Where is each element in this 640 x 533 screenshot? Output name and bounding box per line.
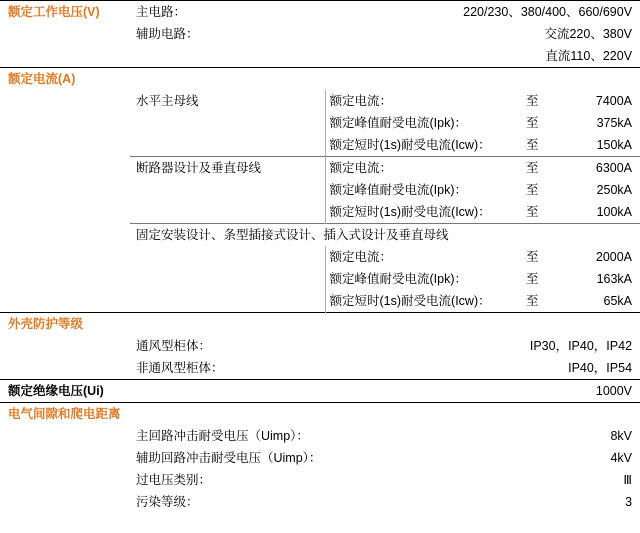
spacer-cell: [130, 403, 325, 426]
spacer-cell: [130, 268, 325, 290]
table-row: [0, 403, 640, 426]
row-label: 辅助回路冲击耐受电压（Uimp）：: [136, 451, 322, 465]
spacer-cell: [130, 290, 325, 313]
row-qualifier: 至: [526, 205, 539, 219]
section-title: 额定绝缘电压(Ui): [0, 380, 130, 403]
spacer-cell: [325, 68, 520, 91]
section-title: 额定电流(A): [0, 68, 130, 91]
spacer-cell: [560, 68, 640, 91]
row-label: 额定短时(1s)耐受电流(Icw)：: [325, 290, 520, 313]
row-label: 非通风型柜体：: [136, 361, 224, 375]
table-row: [0, 90, 640, 112]
spacer-cell: [0, 90, 130, 112]
spacer-cell: [0, 23, 130, 45]
spacer-cell: [0, 201, 130, 224]
group-label: 固定安装设计、条型插接式设计、插入式设计及垂直母线: [130, 224, 640, 247]
row-qualifier: 至: [520, 157, 560, 180]
row-label: 额定短时(1s)耐受电流(Icw)：: [325, 201, 520, 224]
spacer-cell: [0, 157, 130, 180]
spacer-cell: [0, 224, 130, 247]
row-value: 4kV: [610, 451, 633, 465]
spacer-cell: [130, 380, 325, 403]
spacer-cell: [325, 313, 520, 336]
spacer-cell: [0, 357, 130, 380]
row-label: 额定峰值耐受电流(Ipk)：: [325, 179, 520, 201]
row-label: 过电压类别：: [136, 473, 212, 487]
row-value: 直流110、220V: [545, 49, 633, 63]
row-value: 6300A: [560, 157, 640, 180]
spacer-cell: [0, 45, 130, 68]
row-qualifier: 至: [526, 272, 539, 286]
spacer-cell: [560, 403, 640, 426]
table-row: [0, 45, 640, 68]
row-value: 163kA: [596, 272, 633, 286]
row-qualifier: 至: [526, 94, 539, 108]
row-value: 8kV: [610, 429, 633, 443]
row-label: 额定峰值耐受电流(Ipk)：: [325, 268, 520, 290]
row-qualifier: 至: [526, 116, 539, 130]
spacer-cell: [560, 313, 640, 336]
row-value: Ⅲ: [623, 473, 633, 487]
spacer-cell: [520, 313, 560, 336]
table-row: [0, 313, 640, 336]
table-row: [0, 246, 640, 268]
section-title: 外壳防护等级: [0, 313, 130, 336]
table-row: [0, 68, 640, 91]
row-value: 7400A: [595, 94, 633, 108]
spacer-cell: [130, 246, 325, 268]
row-value: 250kA: [596, 183, 633, 197]
spacer-cell: [0, 425, 130, 447]
row-label: 额定峰值耐受电流(Ipk)：: [325, 112, 520, 134]
section-title: 电气间隙和爬电距离: [0, 403, 130, 426]
row-qualifier: 至: [526, 250, 539, 264]
row-qualifier: 至: [526, 138, 539, 152]
row-value: 2000A: [595, 250, 633, 264]
spacer-cell: [0, 134, 130, 157]
table-row: [0, 357, 640, 380]
row-label: 污染等级：: [136, 495, 199, 509]
row-qualifier: 至: [526, 183, 539, 197]
spacer-cell: [130, 68, 325, 91]
table-row: [0, 447, 640, 469]
row-label: 通风型柜体：: [136, 339, 212, 353]
table-row: [0, 1, 640, 24]
table-row: [0, 157, 640, 180]
row-label: 主回路冲击耐受电压（Uimp）：: [136, 429, 309, 443]
table-row: [0, 469, 640, 491]
row-value: 220/230、380/400、660/690V: [325, 1, 640, 24]
spacer-cell: [0, 491, 130, 513]
table-row: [0, 380, 640, 403]
spacer-cell: [0, 290, 130, 313]
spacer-cell: [0, 447, 130, 469]
row-value: IP40，IP54: [568, 361, 633, 375]
table-row: [0, 491, 640, 513]
table-row: [0, 224, 640, 247]
row-value: 1000V: [325, 380, 640, 403]
spacer-cell: [520, 68, 560, 91]
spacer-cell: [0, 469, 130, 491]
group-label: 水平主母线: [136, 94, 199, 108]
group-label: 断路器设计及垂直母线: [130, 157, 325, 224]
row-value: 65kA: [603, 294, 633, 308]
row-value: IP30，IP40，IP42: [529, 339, 633, 353]
row-qualifier: 至: [526, 294, 539, 308]
row-value: 100kA: [596, 205, 633, 219]
row-label: 额定短时(1s)耐受电流(Icw)：: [325, 134, 520, 157]
table-row: [0, 335, 640, 357]
spacer-cell: [0, 335, 130, 357]
spacer-cell: [520, 403, 560, 426]
table-row: [0, 268, 640, 290]
spacer-cell: [0, 179, 130, 201]
table-row: [0, 290, 640, 313]
row-label: 辅助电路：: [136, 27, 199, 41]
spacer-cell: [325, 403, 520, 426]
row-value: 交流220、380V: [544, 27, 633, 41]
row-label: 额定电流：: [325, 246, 520, 268]
row-value: 375kA: [596, 116, 633, 130]
row-label: 额定电流：: [325, 90, 520, 112]
spacer-cell: [0, 112, 130, 134]
row-label: 主电路：: [130, 1, 325, 24]
table-row: [0, 23, 640, 45]
spacer-cell: [0, 246, 130, 268]
row-label: [130, 45, 325, 68]
row-label: 额定电流：: [325, 157, 520, 180]
table-row: [0, 425, 640, 447]
row-value: 150kA: [596, 138, 633, 152]
row-value: 3: [625, 495, 633, 509]
spacer-cell: [130, 313, 325, 336]
section-title: 额定工作电压(V): [0, 1, 130, 24]
spacer-cell: [0, 268, 130, 290]
